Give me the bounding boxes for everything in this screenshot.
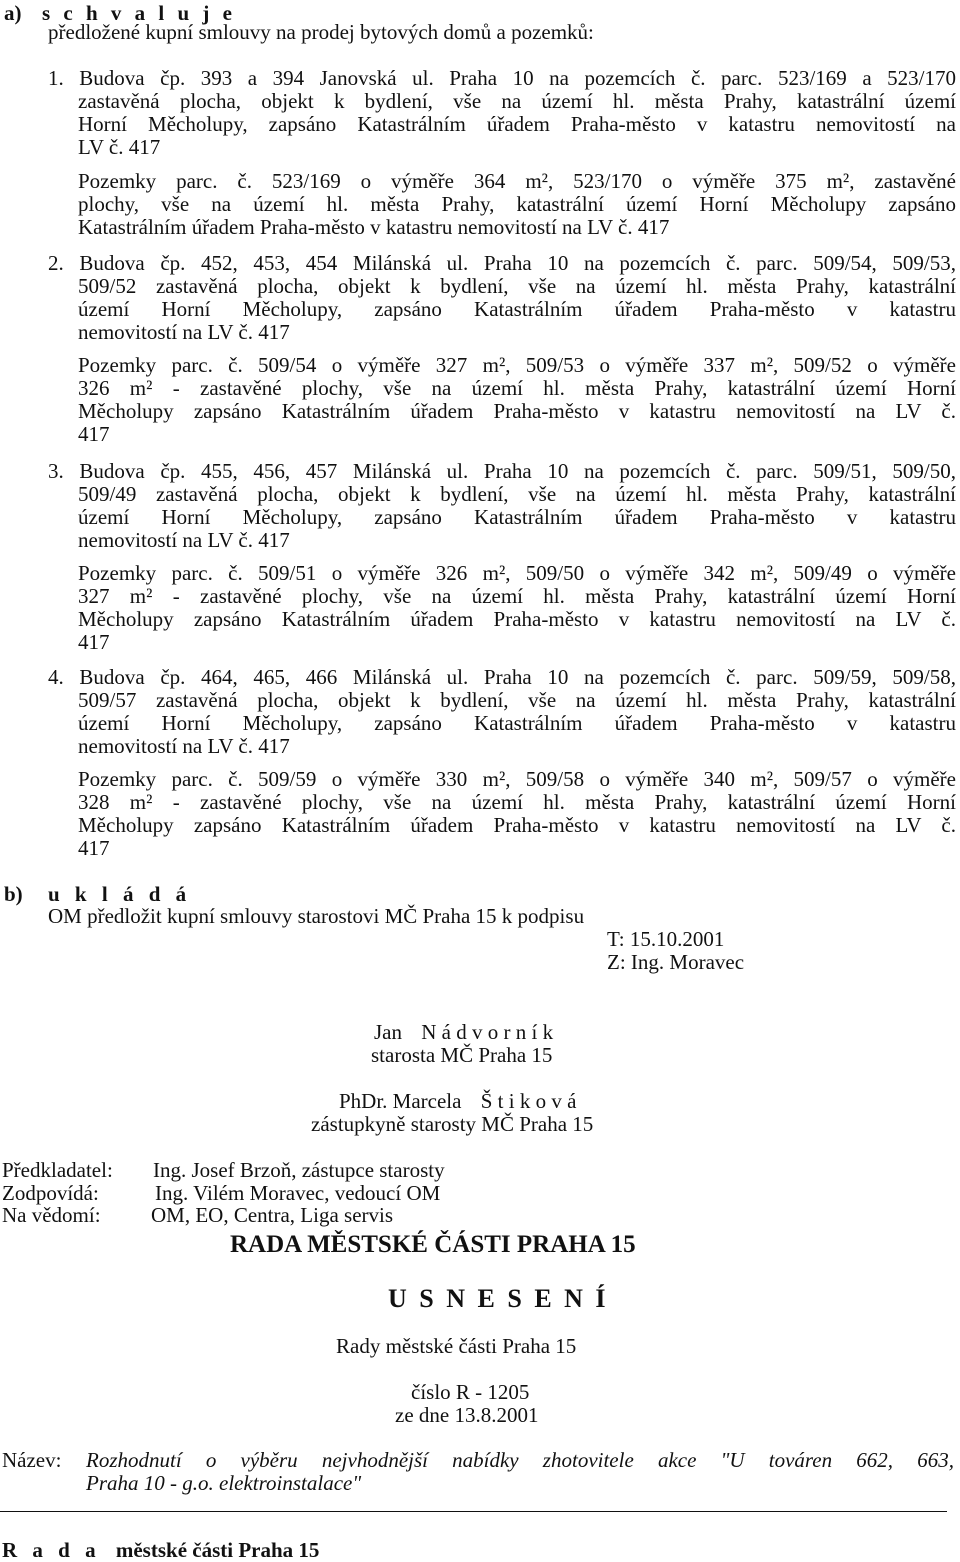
land-line: Měcholupy zapsáno Katastrálním úřadem Praha-město v katastru nemovitostí na LV č.	[78, 399, 956, 423]
land-line: Pozemky parc. č. 509/54 o výměře 327 m², 509/53 o výměře 337 m², 509/52 o výměře	[78, 353, 956, 377]
building-line: 3. Budova čp. 455, 456, 457 Milánská ul. Praha 10 na pozemcích č. parc. 509/51, 509/50,	[48, 459, 956, 483]
deadline: T: 15.10.2001	[607, 927, 725, 951]
land-block-4	[48, 768, 956, 860]
name-label: Název:	[2, 1448, 62, 1472]
land-line: 327 m² - zastavěné plochy, vše na území hl. města Prahy, katastrální území Horní	[78, 584, 956, 608]
deputy-last-name: Š t i k o v á	[480, 1089, 577, 1113]
deputy-title: zástupkyně starosty MČ Praha 15	[311, 1112, 594, 1136]
section-a-marker: a)	[4, 1, 22, 25]
land-line: 417	[78, 836, 110, 860]
building-line: nemovitostí na LV č. 417	[78, 320, 290, 344]
land-line: 326 m² - zastavěné plochy, vše na území hl. města Prahy, katastrální území Horní	[78, 376, 956, 400]
building-line: 4. Budova čp. 464, 465, 466 Milánská ul. Praha 10 na pozemcích č. parc. 509/59, 509/58,	[48, 665, 956, 689]
footer-council	[2, 1539, 319, 1562]
building-line: LV č. 417	[78, 135, 161, 159]
land-line: 417	[78, 630, 110, 654]
building-line: 509/49 zastavěná plocha, objekt k bydlení, vše na území hl. města Prahy, katastrální	[78, 482, 956, 506]
building-line: 509/57 zastavěná plocha, objekt k bydlení, vše na území hl. města Prahy, katastrální	[78, 688, 956, 712]
building-line: Horní Měcholupy, zapsáno Katastrálním úřadem Praha-město v katastru nemovitostí na	[78, 112, 956, 136]
submitter-label: Předkladatel:	[2, 1158, 113, 1182]
section-a-heading: s c h v a l u j e	[42, 1, 236, 25]
section-a-intro: předložené kupní smlouvy na prodej bytových domů a pozemků:	[48, 20, 594, 44]
land-line: Pozemky parc. č. 509/51 o výměře 326 m², 509/50 o výměře 342 m², 509/49 o výměře	[78, 561, 956, 585]
issuer: Rady městské části Praha 15	[336, 1334, 577, 1358]
land-line: Katastrálním úřadem Praha-město v katastru nemovitostí na LV č. 417	[78, 215, 670, 239]
informed-label: Na vědomí:	[2, 1203, 101, 1227]
name-line-1: Rozhodnutí o výběru nejvhodnější nabídky zhotovitele akce "U továren 662, 663,	[86, 1448, 954, 1472]
building-line: území Horní Měcholupy, zapsáno Katastrálním úřadem Praha-město v katastru	[78, 297, 956, 321]
responsible: Ing. Vilém Moravec, vedoucí OM	[155, 1181, 441, 1205]
responsible-person: Z: Ing. Moravec	[607, 950, 745, 974]
land-block-3	[48, 562, 956, 654]
building-block-2	[48, 252, 956, 344]
building-line: 509/52 zastavěná plocha, objekt k bydlení, vše na území hl. města Prahy, katastrální	[78, 274, 956, 298]
mayor-first-name: Jan	[374, 1020, 402, 1044]
building-block-3	[48, 460, 956, 552]
separator-line	[0, 1511, 947, 1512]
footer-council-rest: městské části Praha 15	[115, 1538, 320, 1562]
land-block-2	[48, 354, 956, 446]
mayor-title: starosta MČ Praha 15	[371, 1043, 553, 1067]
land-line: Měcholupy zapsáno Katastrálním úřadem Praha-město v katastru nemovitostí na LV č.	[78, 607, 956, 631]
building-line: zastavěná plocha, objekt k bydlení, vše na území hl. města Prahy, katastrální území	[78, 89, 956, 113]
land-line: Měcholupy zapsáno Katastrálním úřadem Praha-město v katastru nemovitostí na LV č.	[78, 813, 956, 837]
building-line: nemovitostí na LV č. 417	[78, 734, 290, 758]
land-line: plochy, vše na území hl. města Prahy, katastrální území Horní Měcholupy zapsáno	[78, 192, 956, 216]
resolution-number: číslo R - 1205	[411, 1380, 530, 1404]
land-line: 417	[78, 422, 110, 446]
responsible-label: Zodpovídá:	[2, 1181, 99, 1205]
document-type: U S N E S E N Í	[388, 1284, 609, 1313]
submitter: Ing. Josef Brzoň, zástupce starosty	[153, 1158, 445, 1182]
footer-council-word: R a d a	[2, 1538, 101, 1562]
mayor-last-name: N á d v o r n í k	[421, 1020, 554, 1044]
land-block-1	[48, 170, 956, 239]
mayor-signature	[374, 1021, 553, 1044]
land-line: Pozemky parc. č. 509/59 o výměře 330 m², 509/58 o výměře 340 m², 509/57 o výměře	[78, 767, 956, 791]
land-line: Pozemky parc. č. 523/169 o výměře 364 m², 523/170 o výměře 375 m², zastavěné	[78, 169, 956, 193]
building-block-4	[48, 666, 956, 758]
land-line: 328 m² - zastavěné plochy, vše na území hl. města Prahy, katastrální území Horní	[78, 790, 956, 814]
building-line: nemovitostí na LV č. 417	[78, 528, 290, 552]
deputy-first-name: PhDr. Marcela	[339, 1089, 462, 1113]
council-title: RADA MĚSTSKÉ ČÁSTI PRAHA 15	[230, 1231, 636, 1258]
name-line-2: Praha 10 - g.o. elektroinstalace"	[86, 1471, 362, 1495]
building-line: území Horní Měcholupy, zapsáno Katastrálním úřadem Praha-město v katastru	[78, 505, 956, 529]
building-block-1	[48, 67, 956, 159]
informed: OM, EO, Centra, Liga servis	[151, 1203, 394, 1227]
section-b-heading: u k l á d á	[48, 882, 192, 906]
section-b-marker: b)	[4, 882, 23, 906]
section-b-text: OM předložit kupní smlouvy starostovi MČ Praha 15 k podpisu	[48, 904, 585, 928]
deputy-signature	[339, 1090, 576, 1113]
building-line: 1. Budova čp. 393 a 394 Janovská ul. Praha 10 na pozemcích č. parc. 523/169 a 523/170	[48, 66, 956, 90]
building-line: 2. Budova čp. 452, 453, 454 Milánská ul. Praha 10 na pozemcích č. parc. 509/54, 509/53,	[48, 251, 956, 275]
building-line: území Horní Měcholupy, zapsáno Katastrálním úřadem Praha-město v katastru	[78, 711, 956, 735]
resolution-date: ze dne 13.8.2001	[395, 1403, 539, 1427]
